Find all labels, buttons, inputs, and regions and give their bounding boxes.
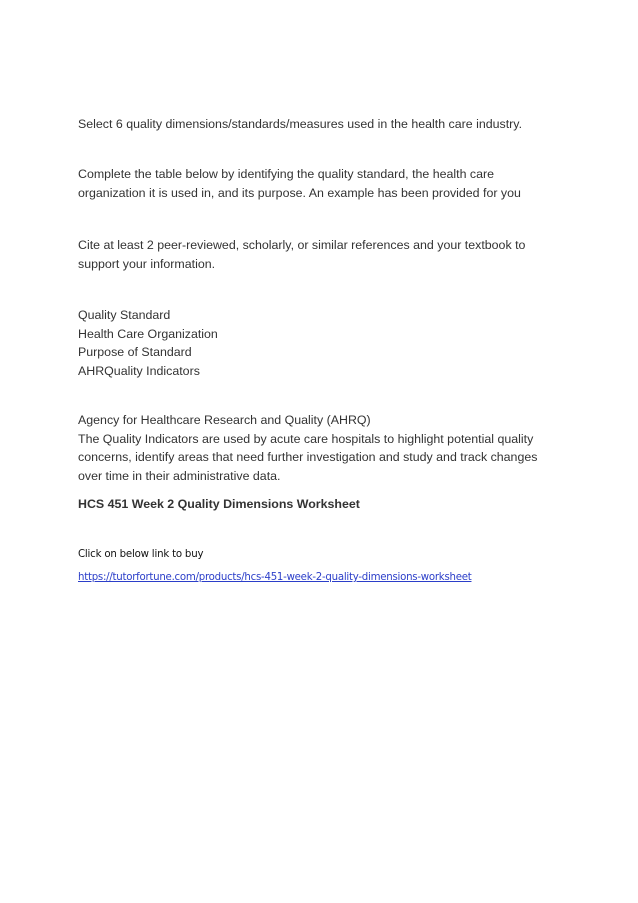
buy-link[interactable]: https://tutorfortune.com/products/hcs-451-week-2-quality-dimensions-worksheet [78, 572, 472, 583]
example-line-3: concerns, identify areas that need further investigation and study and track changes [78, 450, 538, 465]
example-line-2: The Quality Indicators are used by acute care hospitals to highlight potential quality [78, 431, 534, 446]
instruction-cite-line-2: support your information. [78, 256, 216, 271]
instruction-complete [78, 165, 558, 202]
buy-prompt: Click on below link to buy [78, 549, 204, 560]
header-quality-standard: Quality Standard [78, 308, 171, 322]
example-entry [78, 411, 558, 485]
instruction-cite [78, 236, 558, 273]
instruction-cite-line-1: Cite at least 2 peer-reviewed, scholarly, or similar references and your textbook to [78, 238, 526, 252]
table-headers [78, 306, 558, 380]
example-line-4: over time in their administrative data. [78, 468, 281, 483]
instruction-select [78, 115, 558, 134]
instruction-complete-line-1: Complete the table below by identifying the quality standard, the health care [78, 167, 495, 181]
worksheet-title: HCS 451 Week 2 Quality Dimensions Worksheet [78, 497, 360, 511]
header-purpose-of-standard: Purpose of Standard [78, 345, 192, 360]
example-line-1: Agency for Healthcare Research and Quality (AHRQ) [78, 413, 371, 427]
instruction-select-line: Select 6 quality dimensions/standards/measures used in the health care industry. [78, 117, 523, 131]
header-ahrquality-indicators: AHRQuality Indicators [78, 363, 200, 378]
instruction-complete-line-2: organization it is used in, and its purpose. An example has been provided for you [78, 185, 521, 200]
header-health-care-organization: Health Care Organization [78, 326, 218, 341]
